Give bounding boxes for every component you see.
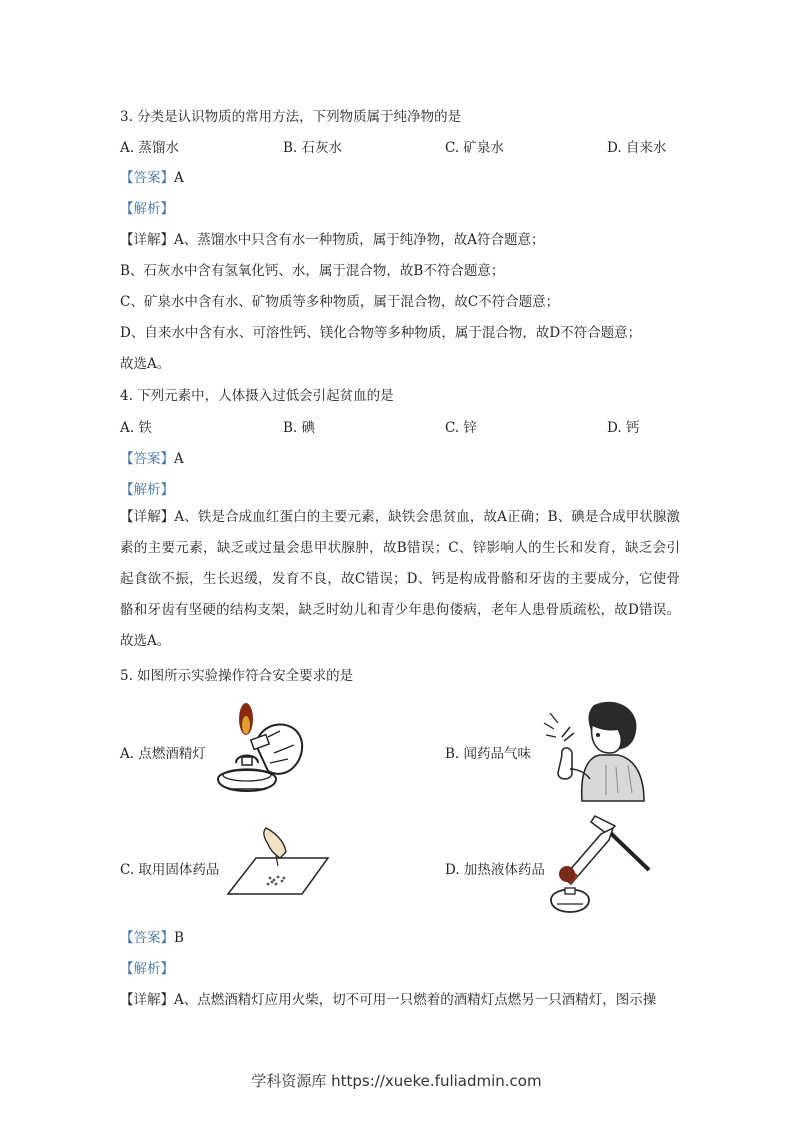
q3-analysis-tag: 【解析】 — [120, 201, 174, 217]
q3-option-a: A. 蒸馏水 — [120, 140, 179, 156]
detail-tag: 【详解】 — [120, 509, 175, 525]
q4-analysis-tag: 【解析】 — [120, 482, 174, 498]
q3-detail-4: D、自来水中含有水、可溶性钙、镁化合物等多种物质，属于混合物，故D不符合题意； — [120, 325, 642, 341]
q3-detail-1 — [120, 228, 545, 248]
heating-liquid-image — [545, 812, 655, 922]
q5-detail — [120, 988, 656, 1008]
q5-option-b: B. 闻药品气味 — [445, 746, 532, 762]
q3-option-d: D. 自来水 — [607, 140, 667, 156]
answer-tag: 【答案】 — [120, 170, 174, 186]
taking-solid-chemical-image — [226, 826, 332, 898]
q3-detail-2: B、石灰水中含有氢氧化钙、水，属于混合物，故B不符合题意； — [120, 263, 505, 279]
q4-option-b: B. 碘 — [283, 420, 316, 436]
q3-option-b: B. 石灰水 — [283, 140, 343, 156]
q4-option-c: C. 锌 — [445, 420, 477, 436]
answer-tag: 【答案】 — [120, 930, 174, 946]
q3-option-c: C. 矿泉水 — [445, 140, 504, 156]
q4-option-d: D. 钙 — [607, 420, 640, 436]
q3-detail-3: C、矿泉水中含有水、矿物质等多种物质，属于混合物，故C不符合题意； — [120, 294, 560, 310]
answer-tag: 【答案】 — [120, 451, 174, 467]
q3-answer — [120, 166, 184, 186]
answer-value: B — [174, 930, 184, 946]
q5-option-d: D. 加热液体药品 — [445, 862, 545, 878]
alcohol-lamp-lighting-image — [210, 697, 310, 807]
detail-text: A、点燃酒精灯应用火柴，切不可用一只燃着的酒精灯点燃另一只酒精灯，图示操 — [174, 992, 657, 1008]
smelling-chemical-image — [540, 697, 650, 807]
q3-detail-5: 故选A。 — [120, 356, 171, 372]
q3-stem: 3. 分类是认识物质的常用方法，下列物质属于纯净物的是 — [120, 109, 462, 125]
q5-answer — [120, 926, 184, 946]
detail-text: A、铁是合成血红蛋白的主要元素，缺铁会患贫血，故A正确；B、碘是合成甲状腺激素的主要元素，缺乏或过量会患甲状腺肿，故B错误；C、锌影响人的生长和发育，缺乏会引起食欲不振，生长迟缓，发育不良，故C错误；D、钙是构成骨骼和牙齿的主要成分，它使骨骼和牙齿有坚硬的结构支架，缺乏时幼儿和青少年患佝偻病，老年人患骨质疏松，故D错误。故选A。 — [120, 509, 681, 649]
footer-watermark: 学科资源库 https://xueke.fuliadmin.com — [251, 1072, 542, 1090]
q5-stem: 5. 如图所示实验操作符合安全要求的是 — [120, 668, 354, 684]
answer-value: A — [174, 170, 184, 186]
q5-analysis-tag: 【解析】 — [120, 961, 174, 977]
detail-text: A、蒸馏水中只含有水一种物质，属于纯净物，故A符合题意； — [174, 232, 545, 248]
q4-detail — [120, 502, 680, 657]
q4-answer — [120, 447, 184, 467]
q5-option-a: A. 点燃酒精灯 — [120, 746, 206, 762]
q4-option-a: A. 铁 — [120, 420, 152, 436]
answer-value: A — [174, 451, 184, 467]
detail-tag: 【详解】 — [120, 992, 174, 1008]
q4-stem: 4. 下列元素中，人体摄入过低会引起贫血的是 — [120, 388, 394, 404]
detail-tag: 【详解】 — [120, 232, 174, 248]
q5-option-c: C. 取用固体药品 — [120, 862, 220, 878]
